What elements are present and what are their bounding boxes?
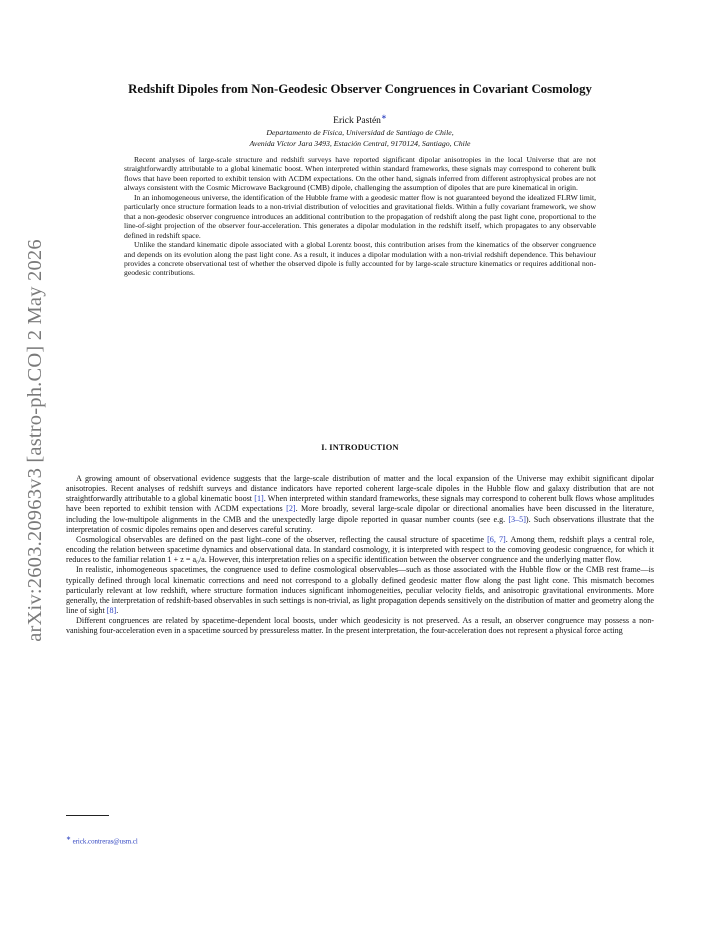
abstract-paragraph: Recent analyses of large-scale structure and redshift surveys have reported significant dipolar anisotropies in the local Universe that are not straightforwardly attributable to a global kinematic boost. When interpreted within standard frameworks, these signals may correspond to coherent bulk flows that have been reported to exhibit tension with ΛCDM expectations. On the other hand, signals inferred from different astrophysical probes are not always consistent with the Cosmic Microwave Background (CMB) dipole, challenging the assumption of dipoles that are pure kinematical in origin.	[124, 155, 596, 193]
citation-link[interactable]: [6, 7]	[487, 534, 506, 544]
body-text: In realistic, inhomogeneous spacetimes, the congruence used to define cosmological observables—such as those associated with the Hubble flow or the CMB rest frame—is typically defined through local kinematic corrections and need not correspond to a globally defined geodesic matter flow along the past light cone. This mismatch becomes particularly relevant at low redshift, where structure formation induces significant inhomogeneities, peculiar velocity fields, and anisotropic gravitational environments. More generally, the interpretation of redshift-based observables in such settings is non-trivial, as light propagation depends sensitively on the distribution of matter and geometry along the line of sight	[66, 565, 654, 616]
body-paragraph	[66, 535, 654, 565]
section-heading-introduction: I. INTRODUCTION	[321, 443, 399, 452]
abstract	[124, 155, 596, 278]
arxiv-sidebar	[10, 230, 60, 650]
affiliation-line-2: Avenida Víctor Jara 3493, Estación Central, 9170124, Santiago, Chile	[249, 139, 471, 148]
author-name: Erick Pastén	[333, 116, 381, 127]
footnote	[66, 836, 138, 845]
body-text: Different congruences are related by spacetime-dependent local boosts, under which geodesicity is not preserved. As a result, an observer congruence may possess a non-vanishing four-acceleration even in a spacetime sourced by pressureless matter. In the present interpretation, the four-acceleration does not represent a physical force acting	[66, 616, 654, 636]
author-line	[60, 113, 660, 126]
citation-link[interactable]: [1]	[254, 494, 264, 504]
body-text: Cosmological observables are defined on the past light–cone of the observer, reflecting the causal structure of spacetime	[76, 534, 488, 544]
footnote-mark: ∗	[66, 836, 71, 842]
body-paragraph	[66, 616, 654, 636]
author-footnote-mark[interactable]: ∗	[380, 113, 387, 121]
body-text: ). Such observations illustrate that the interpretation of cosmic dipoles remains open and deserves careful scrutiny.	[66, 514, 654, 534]
abstract-paragraph: Unlike the standard kinematic dipole associated with a global Lorentz boost, this contribution arises from the kinematics of the observer congruence and depends on its evolution along the past light cone. As a result, it induces a dipolar modulation with a non-trivial redshift dependence. This behaviour provides a concrete observational test of whether the observed dipole is fully accounted for by large-scale structure kinematics or requires additional non-geodesic contributions.	[124, 240, 596, 278]
body-text: .	[116, 606, 119, 616]
introduction-body	[66, 474, 654, 637]
body-text: . More broadly, several large-scale dipolar or directional anomalies have been discussed in the literature, including the low-multipole alignments in the CMB and the unexpectedly large dipole reported in quasar number counts (see e.g.	[66, 504, 654, 524]
paper-title: Redshift Dipoles from Non-Geodesic Observer Congruences in Covariant Cosmology	[128, 82, 592, 96]
body-text: . Among them, redshift plays a central role, encoding the relation between spacetime dynamics and observational data. In standard cosmology, it is interpreted with respect to the comoving geodesic congruence, for which it reduces to the familiar relation 1 + z = a₀/a. However, this interpretation relies on a specific identification between the observer congruence and the underlying matter flow.	[66, 534, 654, 565]
citation-link[interactable]: [3–5]	[508, 514, 526, 524]
body-text: . When interpreted within standard frameworks, these signals may correspond to coherent bulk flows whose amplitudes have been reported to exhibit tension with ΛCDM expectations	[66, 494, 654, 514]
body-paragraph	[66, 474, 654, 535]
citation-link[interactable]: [8]	[106, 606, 117, 616]
body-paragraph	[66, 565, 654, 616]
abstract-paragraph: In an inhomogeneous universe, the identification of the Hubble frame with a geodesic matter flow is not guaranteed beyond the idealized FLRW limit, particularly once structure formation leads to a non-trivial distribution of velocities and gravitational fields. Within a fully covariant framework, we show that a non-geodesic observer congruence introduces an additional contribution to the propagation of redshift along the past light cone, proportional to the line-of-sight projection of the observer four-acceleration. This generates a dipolar modulation in the redshift itself, which propagates to any observable defined in redshift space.	[124, 192, 596, 240]
body-text: A growing amount of observational evidence suggests that the large-scale distribution of matter and the local expansion of the Universe may exhibit significant dipolar anisotropies. Recent analyses of redshift surveys and distance indicators have reported coherent large-scale dipoles in the Hubble flow and galaxy distribution that are not straightforwardly attributable to a global kinematic boost	[66, 474, 654, 504]
arxiv-identifier[interactable]: arXiv:2603.20963v3 [astro-ph.CO] 2 May 2026	[23, 238, 46, 642]
citation-link[interactable]: [2]	[286, 504, 296, 514]
affiliation-line-1: Departamento de Física, Universidad de Santiago de Chile,	[266, 128, 454, 137]
author-email-link[interactable]: erick.contreras@usm.cl	[72, 838, 138, 846]
footnote-rule	[66, 815, 109, 816]
